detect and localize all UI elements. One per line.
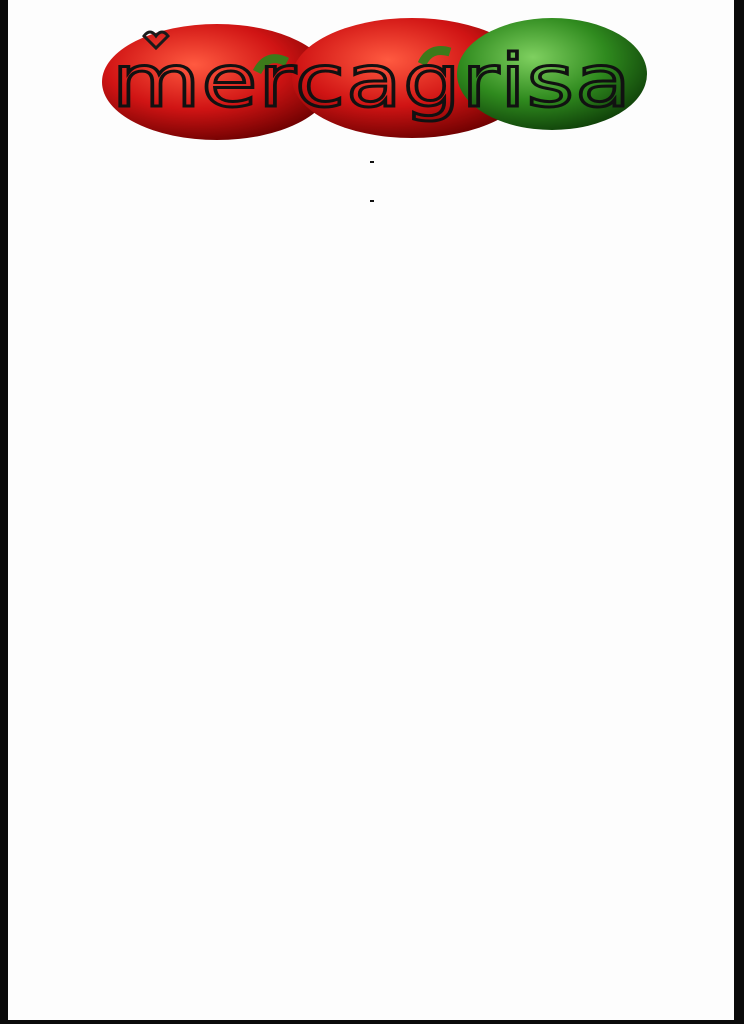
sheet-title xyxy=(0,140,744,162)
sheet-date xyxy=(0,170,744,201)
logo-text: mercagrisa xyxy=(112,39,632,123)
mercagrisa-banner xyxy=(92,14,657,144)
